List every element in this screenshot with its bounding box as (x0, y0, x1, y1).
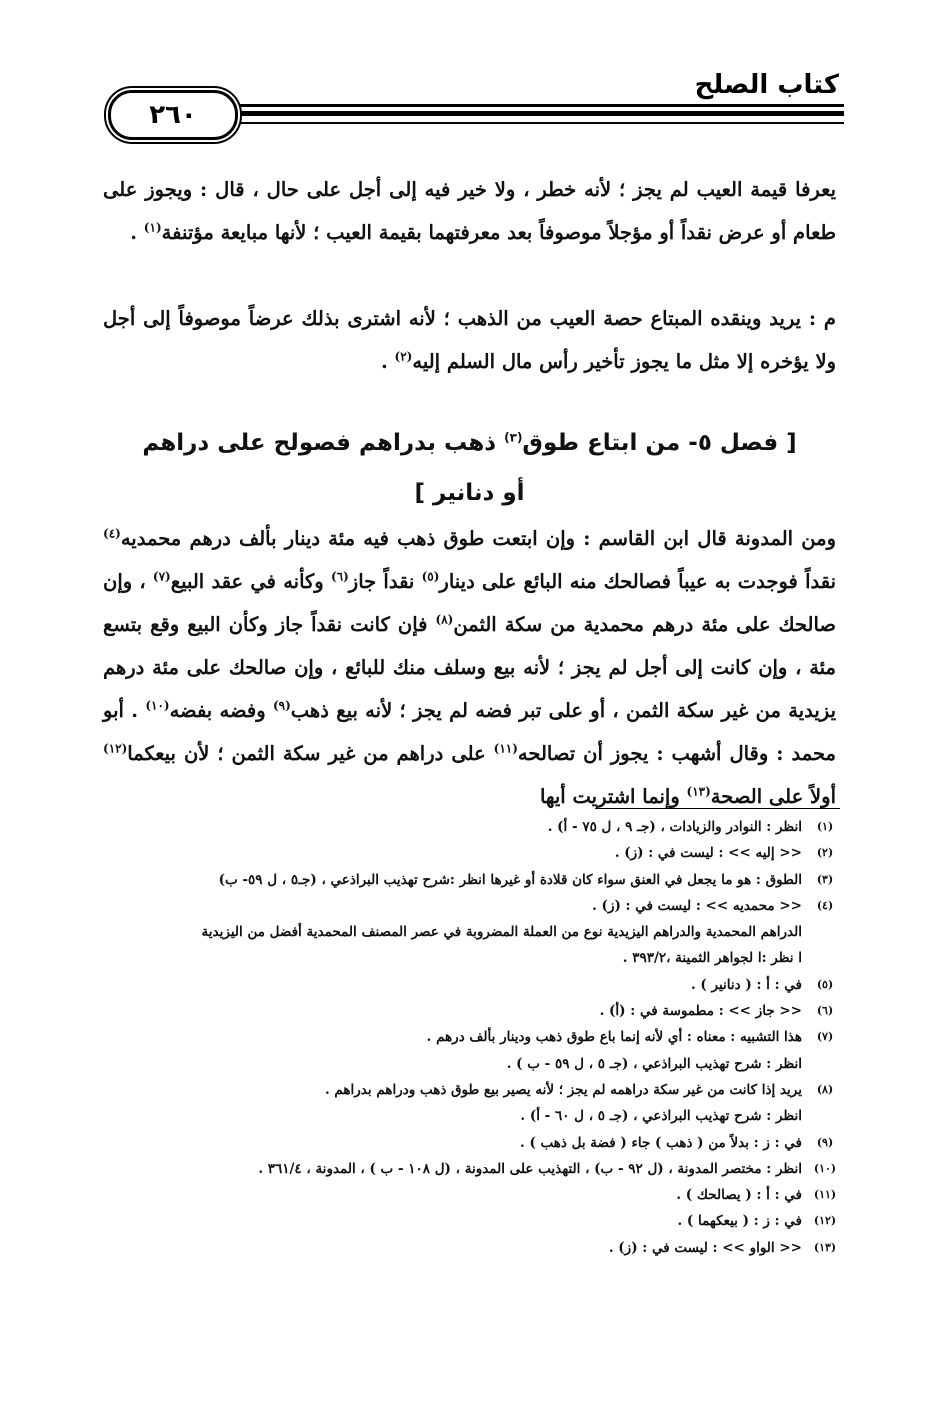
footnote-text: في : ز : بدلاً من ( ذهب ) جاء ( فضة بل ذهب ) . (520, 1134, 802, 1151)
footnote (103, 1208, 848, 1234)
footnote-text: << إليه >> : ليست في : (ز) . (614, 845, 802, 862)
paragraph-text: ، وإن صالحك على مئة درهم محمدية من سكة الثمن (103, 570, 836, 636)
footnote (103, 1182, 848, 1208)
paragraph-text: وكأنه في عقد البيع (170, 570, 331, 593)
footnote-number: (١٣) (813, 1240, 837, 1254)
running-header-title: كتاب الصلح (694, 70, 839, 100)
footnote-number: (٢) (816, 846, 834, 860)
footnote (103, 814, 848, 840)
heading-text: ذهب بدراهم فصولح على دراهم (142, 430, 505, 456)
paragraph-text: يعرفا قيمة العيب لم يجز ؛ لأنه خطر ، ولا خير فيه إلى أجل على حال ، قال : ويجوز على طعام أو عرض نقداً أو مؤجلاً موصوفاً بعد معرفتهما بقيمة العيب ؛ لأنها مبايعة مؤتنفة (103, 178, 836, 244)
footnote-separator (595, 808, 840, 809)
footnote-ref: (٦) (330, 569, 349, 584)
footnote-number: (١) (816, 820, 834, 833)
paragraph (103, 168, 836, 254)
footnote-text: يريد إذا كانت من غير سكة دراهمه لم يجز ؛ لأنه يصير بيع طوق ذهب ودراهم بدراهم . (325, 1081, 802, 1098)
header-rule (230, 111, 844, 116)
paragraph-text: ومن المدونة قال ابن القاسم : وإن ابتعت طوق ذهب فيه مئة دينار بألف درهم محمديه (120, 527, 836, 550)
footnote-number: (٨) (816, 1082, 834, 1096)
footnote-number: (١٢) (813, 1214, 837, 1228)
footnote-ref: (٤) (103, 526, 121, 541)
footnote-text: الطوق : هو ما يجعل في العنق سواء كان قلادة أو غيرها انظر :شرح تهذيب البراذعي ، (جـ٥ ، ل ٥٩- ب) (218, 871, 802, 888)
footnote-text: << محمديه >> : ليست في : (ز) . (592, 897, 802, 914)
footnote-ref: (١٢) (103, 741, 128, 756)
footnote (103, 972, 848, 998)
footnote-number: (٣) (816, 872, 834, 886)
footnote (103, 998, 848, 1024)
footnote-text: << الواو >> : ليست في : (ز) . (608, 1239, 802, 1256)
footnote-number: (٧) (816, 1030, 834, 1044)
footnote (103, 1024, 848, 1050)
footnote-number: (٤) (816, 898, 834, 912)
footnotes (103, 814, 848, 1261)
footnote-number: (١١) (813, 1188, 837, 1202)
paragraph-text: وفضه بفضه (169, 699, 273, 722)
footnote-ref: (٣) (504, 430, 523, 445)
footnote-ref: (٧) (152, 569, 171, 584)
footnote-ref: (٥) (421, 569, 440, 584)
footnote (103, 840, 848, 866)
footnote-text: في : أ : ( يصالحك ) . (676, 1187, 802, 1204)
paragraph-text: فإن كانت نقداً جاز وكأن البيع وقع بتسع مئة ، وإن كانت إلى أجل لم يجز ؛ لأنه بيع وسلف منك للبائع ، وإن صالحك على مئة درهم يزيدية من غير سكة الثمن ، أو على تبر فضه لم يجز ؛ لأنه بيع ذهب (103, 613, 836, 722)
footnote-number: (١٠) (813, 1161, 837, 1175)
paragraph (103, 517, 836, 818)
section-heading-line2: أو دنانير ] (414, 480, 525, 506)
page-number-badge (108, 90, 238, 140)
paragraph-text: على دراهم من غير سكة الثمن ؛ لأن بيعكما (127, 742, 494, 765)
footnote-ref: (٢) (394, 349, 413, 364)
footnote-number: (٥) (816, 977, 834, 991)
footnote-text: هذا التشبيه : معناه : أي لأنه إنما باع طوق ذهب ودينار بألف درهم . (426, 1029, 802, 1046)
paragraph (103, 297, 836, 383)
footnote-ref: (١٠) (145, 698, 170, 713)
footnote-text: في : ز : ( بيعكهما ) . (677, 1213, 802, 1230)
footnote-ref: (١١) (493, 741, 518, 756)
section-heading (103, 420, 836, 466)
footnote-ref: (٨) (435, 612, 454, 627)
paragraph-text: وإنما اشتريت أيها (539, 785, 687, 808)
footnote-text: انظر : النوادر والزيادات ، (جـ ٩ ، ل ٧٥ - أ) . (547, 819, 802, 835)
footnote-number: (٩) (816, 1135, 834, 1149)
paragraph-text: نقداً فوجدت به عيباً فصالحك منه البائع على دينار (439, 570, 837, 593)
footnote-text: في : أ : ( دنانير ) . (691, 976, 802, 993)
footnote (103, 867, 848, 893)
footnote-continuation: انظر : شرح تهذيب البراذعي ، (جـ ٥ ، ل ٦٠ - أ) . (520, 1108, 802, 1125)
footnote (103, 1156, 848, 1182)
footnote-text: انظر : مختصر المدونة ، (ل ٩٢ - ب) ، التهذيب على المدونة ، (ل ١٠٨ - ب ) ، المدونة ، ٣٦١/٤ . (258, 1160, 802, 1177)
paragraph-text: . أبو محمد : وقال أشهب : يجوز أن تصالحه (103, 699, 836, 765)
footnote-ref: (١) (143, 220, 162, 235)
footnote (103, 1235, 848, 1261)
footnote-continuation: الدراهم المحمدية والدراهم اليزيدية نوع من العملة المضروبة في عصر المصنف المحمدية أفضل من اليزيدية (201, 924, 802, 941)
paragraph-text: . (130, 221, 144, 244)
paragraph-text: . (380, 350, 395, 373)
footnote-ref: (١٣) (686, 784, 711, 799)
footnote (103, 893, 848, 919)
paragraph-text: نقداً جاز (348, 570, 422, 593)
footnote-continuation: انظر : شرح تهذيب البراذعي ، (جـ ٥ ، ل ٥٩ - ب ) . (506, 1055, 802, 1072)
paragraph-text: أولاً على الصحة (710, 785, 836, 808)
footnote-ref: (٩) (272, 698, 291, 713)
heading-text: [ فصل ٥- من ابتاع طوق (522, 430, 797, 456)
footnote-number: (٦) (816, 1004, 834, 1018)
footnote-text: << جاز >> : مطموسة في : (أ) . (599, 1003, 802, 1020)
header-rule (230, 122, 844, 124)
footnote (103, 1130, 848, 1156)
page-number: ٢٦٠ (149, 100, 197, 130)
paragraph-text: م : يريد وينقده المبتاع حصة العيب من الذهب ؛ لأنه اشترى بذلك عرضاً موصوفاً إلى أجل ولا يؤخره إلا مثل ما يجوز تأخير رأس مال السلم إليه (103, 307, 836, 373)
footnote-continuation: ا نظر :ا لجواهر الثمينة ،٣٩٣/٢ . (622, 950, 802, 967)
footnote (103, 1077, 848, 1103)
header-rule (230, 104, 844, 107)
